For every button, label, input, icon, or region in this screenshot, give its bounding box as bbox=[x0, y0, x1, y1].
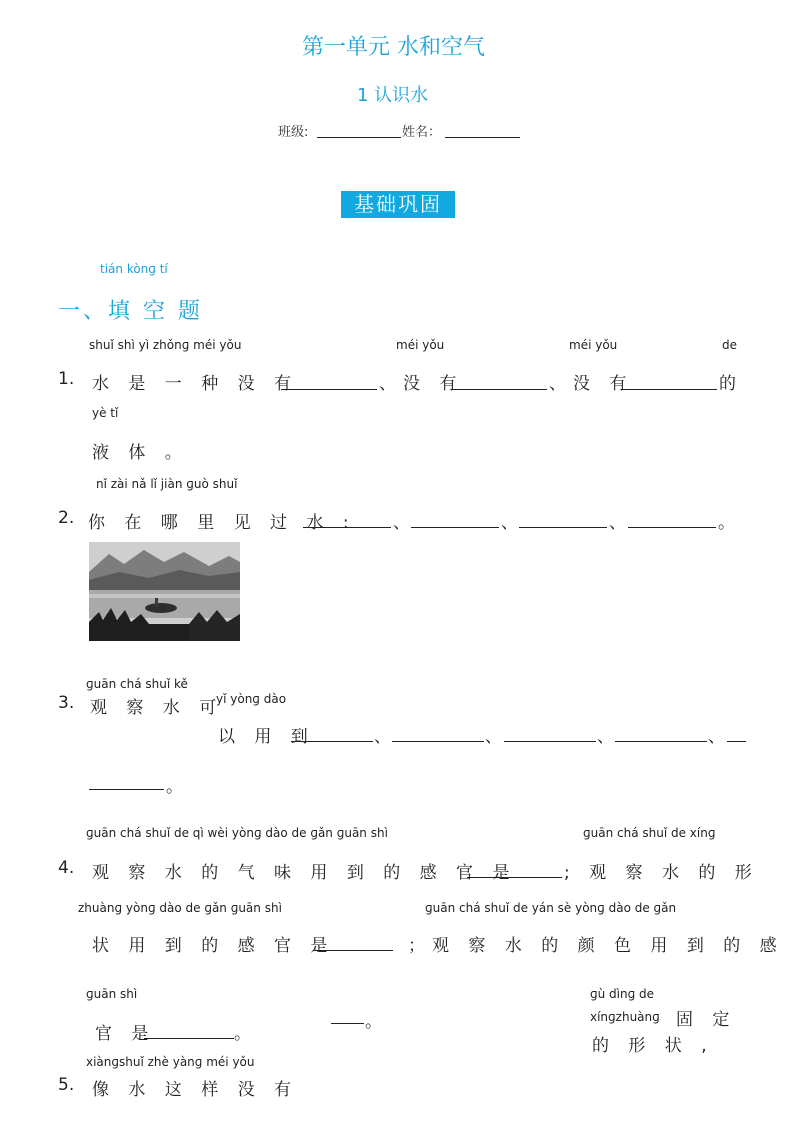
q3-sep-1: 、 bbox=[374, 727, 398, 747]
lake-landscape-photo bbox=[89, 542, 240, 641]
q5-side-text-1: 固 定 bbox=[676, 1010, 737, 1030]
q1-pinyin-b: méi yǒu bbox=[396, 338, 445, 352]
section1-title: 一、填 空 题 bbox=[58, 299, 203, 324]
q2-text: 你 在 哪 里 见 过 水 : bbox=[88, 513, 356, 533]
q4-blank-1[interactable] bbox=[467, 877, 562, 878]
q3-blank-5b[interactable] bbox=[89, 789, 164, 790]
q1-text-a: 水 是 一 种 没 有 bbox=[92, 374, 299, 394]
q4-pinyin-b: ɡuān chá shuǐ de xínɡ bbox=[583, 826, 716, 840]
name-field[interactable] bbox=[445, 137, 520, 138]
q2-blank-4[interactable] bbox=[628, 527, 716, 528]
q1-blank-1[interactable] bbox=[281, 389, 377, 390]
q2-blank-2[interactable] bbox=[411, 527, 499, 528]
q3-blank-3[interactable] bbox=[504, 741, 596, 742]
class-field[interactable] bbox=[317, 137, 401, 138]
section-banner: 基础巩固 bbox=[341, 191, 455, 218]
q3-text-a: 观 察 水 可 bbox=[90, 698, 224, 718]
q1-number: 1. bbox=[58, 369, 75, 389]
q4-text-c: 状 用 到 的 感 官 是 bbox=[92, 936, 335, 956]
q4-pinyin-e: ɡuān shì bbox=[86, 987, 138, 1001]
q4-text-b: ; 观 察 水 的 形 bbox=[564, 863, 759, 883]
q4-pinyin-a: ɡuān chá shuǐ de qì wèi yònɡ dào de ɡǎn ɡuān shì bbox=[86, 826, 388, 840]
q2-sep-2: 、 bbox=[501, 513, 525, 533]
unit-title: 第一单元 水和空气 bbox=[302, 35, 485, 60]
q1-text-b: 、没 有 bbox=[379, 374, 464, 394]
q4-blank-2[interactable] bbox=[313, 950, 393, 951]
q3-sep-3: 、 bbox=[597, 727, 621, 747]
q1-text-d: 的 bbox=[719, 374, 743, 394]
q4-pinyin-c: zhuànɡ yònɡ dào de ɡǎn ɡuān shì bbox=[78, 901, 282, 915]
q4-pinyin-d: ɡuān chá shuǐ de yán sè yònɡ dào de ɡǎn bbox=[425, 901, 677, 915]
q4-text-e: 官 是 bbox=[95, 1024, 156, 1044]
q1-blank-3[interactable] bbox=[621, 389, 717, 390]
q3-blank-1[interactable] bbox=[291, 741, 373, 742]
q4-end-e: 。 bbox=[234, 1024, 258, 1044]
class-label: 班级: bbox=[278, 125, 309, 140]
q5-pinyin: xiànɡshuǐ zhè yànɡ méi yǒu bbox=[86, 1055, 255, 1069]
q3-blank-5a[interactable] bbox=[727, 741, 746, 742]
q1-text-e: 液 体 。 bbox=[92, 443, 189, 463]
q1-pinyin-c: méi yǒu bbox=[569, 338, 618, 352]
q4-text-d: ；观 察 水 的 颜 色 用 到 的 感 bbox=[408, 936, 784, 956]
q5-side-text-2: 的 形 状 , bbox=[592, 1036, 714, 1056]
name-label: 姓名： bbox=[402, 125, 442, 140]
q4-blank-4[interactable] bbox=[331, 1023, 364, 1024]
q2-number: 2. bbox=[58, 508, 75, 528]
q2-sep-1: 、 bbox=[393, 513, 417, 533]
q3-text-b: 以 用 到 bbox=[218, 727, 315, 747]
q3-sep-4: 、 bbox=[708, 727, 732, 747]
q3-pinyin-b: yǐ yònɡ dào bbox=[216, 692, 287, 706]
lake-landscape-drawing bbox=[89, 542, 240, 641]
q2-end: 。 bbox=[718, 513, 742, 533]
q3-blank-4[interactable] bbox=[615, 741, 707, 742]
q3-number: 3. bbox=[58, 693, 75, 713]
q3-blank-2[interactable] bbox=[392, 741, 484, 742]
section1-pinyin: tián kònɡ tí bbox=[100, 262, 168, 276]
q1-pinyin-d: de bbox=[722, 338, 737, 352]
q3-end: 。 bbox=[166, 777, 190, 797]
q1-text-c: 、没 有 bbox=[549, 374, 634, 394]
q4-text-a: 观 察 水 的 气 味 用 到 的 感 官 是 bbox=[92, 863, 517, 883]
q5-number: 5. bbox=[58, 1075, 75, 1095]
q3-pinyin-a: ɡuān chá shuǐ kě bbox=[86, 677, 188, 691]
q5-text: 像 水 这 样 没 有 bbox=[92, 1080, 299, 1100]
q1-pinyin-a: shuǐ shì yì zhǒnɡ méi yǒu bbox=[89, 338, 242, 352]
q5-side-pinyin-2: xínɡzhuànɡ bbox=[590, 1010, 660, 1024]
q2-sep-3: 、 bbox=[609, 513, 633, 533]
q3-sep-2: 、 bbox=[485, 727, 509, 747]
q1-blank-2[interactable] bbox=[451, 389, 547, 390]
q4-end-f: 。 bbox=[365, 1012, 389, 1032]
q5-side-pinyin-1: ɡù dìnɡ de bbox=[590, 987, 655, 1001]
q2-blank-1[interactable] bbox=[303, 527, 391, 528]
q2-blank-3[interactable] bbox=[519, 527, 607, 528]
q1-pinyin-e: yè tǐ bbox=[92, 406, 119, 420]
q4-blank-3[interactable] bbox=[144, 1038, 234, 1039]
q2-pinyin: nǐ zài nǎ lǐ jiàn ɡuò shuǐ bbox=[96, 477, 238, 491]
q4-number: 4. bbox=[58, 858, 75, 878]
lesson-title: 1 认识水 bbox=[357, 85, 429, 106]
